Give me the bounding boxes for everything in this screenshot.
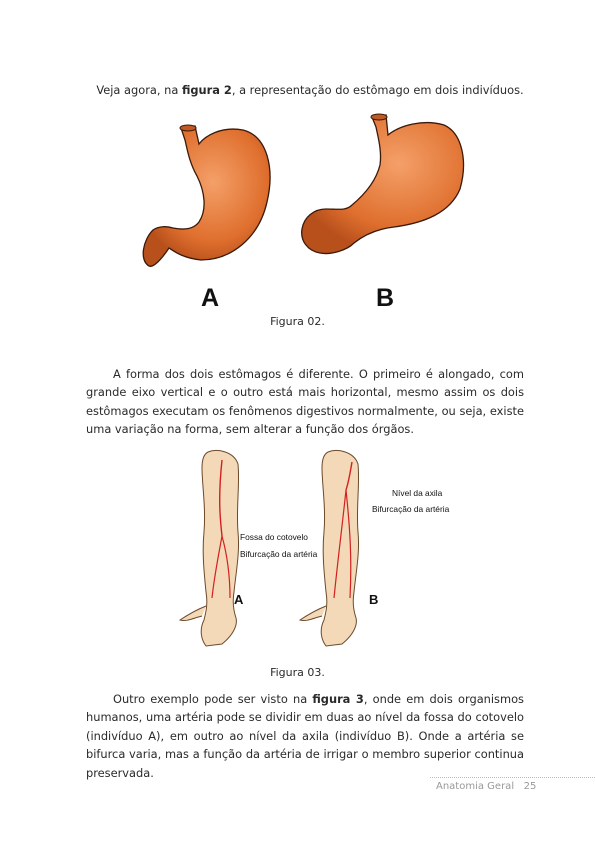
arm-illustration-a xyxy=(178,448,258,648)
page-number: 25 xyxy=(523,781,537,792)
figure-3-label-a: A xyxy=(234,592,244,607)
label-bifurcacao-a: Bifurcação da artéria xyxy=(240,549,318,559)
label-nivel-axila: Nível da axila xyxy=(392,488,443,498)
figure-2-ref: figura 2 xyxy=(181,83,232,97)
figure-3-caption: Figura 03. xyxy=(270,666,325,679)
label-bifurcacao-b: Bifurcação da artéria xyxy=(372,504,450,514)
figure-3-ref: figura 3 xyxy=(312,692,364,706)
footer-title: Anatomia Geral xyxy=(436,781,515,792)
arm-illustration-b xyxy=(298,448,378,648)
stomach-illustration-b xyxy=(290,105,470,265)
stomach-illustration-a xyxy=(135,118,275,278)
figure-3-label-b: B xyxy=(369,592,379,607)
label-fossa-cotovelo: Fossa do cotovelo xyxy=(240,532,308,542)
figure-2-label-b: B xyxy=(376,284,395,312)
paragraph-stomach: A forma dos dois estômagos é diferente. O primeiro é alongado, com grande eixo vertical e o outro está mais horizontal, mesmo assim os dois estômagos executam os fenômenos digestivos normalmente, ou seja, existe uma variação na forma, sem alterar a função dos órgãos. xyxy=(86,367,524,437)
page-footer xyxy=(436,781,536,792)
figure-2-label-a: A xyxy=(201,284,220,312)
intro-text: Veja agora, na figura 2, a representação do estômago em dois indivíduos. xyxy=(96,83,524,97)
paragraph-artery: Outro exemplo pode ser visto na figura 3, onde em dois organismos humanos, uma artéria pode se dividir em duas ao nível da fossa do cotovelo (indivíduo A), em outro ao nível da axila (indivíduo B). Onde a artéria se bifurca varia, mas a função da artéria de irrigar o membro superior continua preservada. xyxy=(86,692,524,780)
footer-divider xyxy=(430,777,595,778)
figure-2-caption: Figura 02. xyxy=(270,315,325,328)
